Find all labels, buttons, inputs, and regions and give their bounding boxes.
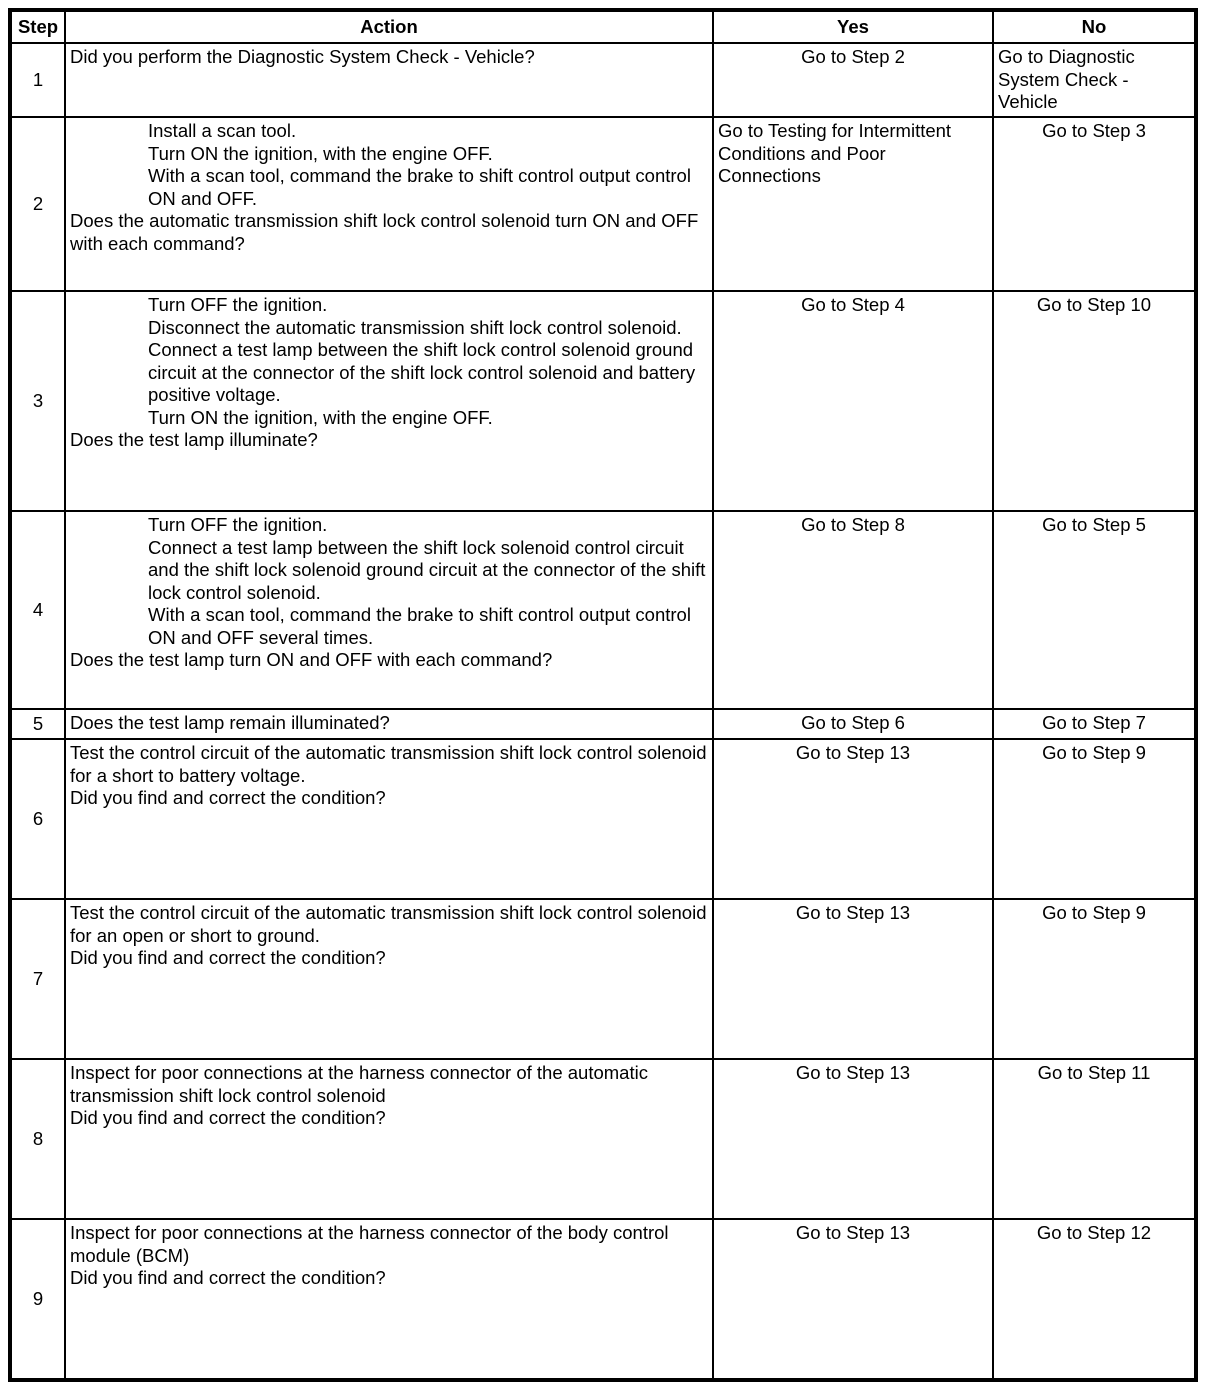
step-number: 4	[11, 511, 65, 709]
question-text: Does the test lamp illuminate?	[70, 429, 318, 450]
diagnostic-table	[8, 8, 1198, 1382]
no-action-text: Go to Step 10	[1036, 294, 1152, 315]
yes-action-text: Go to Step 13	[795, 902, 911, 923]
instruction-line: Test the control circuit of the automatic transmission shift lock control solenoid for an open or short to ground.	[70, 902, 707, 946]
yes-cell	[713, 1219, 993, 1379]
question-text: Does the automatic transmission shift lock control solenoid turn ON and OFF with each command?	[70, 210, 699, 254]
step-number: 9	[11, 1219, 65, 1379]
action-cell	[65, 511, 713, 709]
table-row	[11, 1059, 1195, 1219]
no-cell	[993, 1059, 1195, 1219]
no-action-text: Go to Step 9	[1042, 742, 1146, 763]
instruction-line: Disconnect the automatic transmission shift lock control solenoid.	[148, 316, 682, 338]
question-text: Did you find and correct the condition?	[70, 1107, 386, 1128]
yes-action-text: Go to Step 6	[801, 712, 905, 733]
no-cell	[993, 739, 1195, 899]
instruction-line: Connect a test lamp between the shift lock solenoid control circuit and the shift lock solenoid ground circuit at the connector of the shift lock control solenoid.	[148, 536, 706, 603]
yes-action-text: Go to Step 13	[795, 1222, 911, 1243]
step-number: 7	[11, 899, 65, 1059]
action-cell	[65, 1219, 713, 1379]
no-cell	[993, 43, 1195, 117]
no-action-text: Go to Step 12	[1036, 1222, 1152, 1243]
table-row	[11, 709, 1195, 739]
step-number: 3	[11, 291, 65, 511]
no-cell	[993, 511, 1195, 709]
instruction-line: Install a scan tool.	[148, 120, 297, 141]
question-text: Did you perform the Diagnostic System Check - Vehicle?	[70, 46, 535, 67]
table-row	[11, 117, 1195, 291]
no-cell	[993, 1219, 1195, 1379]
yes-cell	[713, 1059, 993, 1219]
yes-cell	[713, 117, 993, 291]
question-text: Did you find and correct the condition?	[70, 947, 386, 968]
instruction-line: With a scan tool, command the brake to shift control output control ON and OFF several times.	[148, 604, 691, 648]
step-number: 1	[11, 43, 65, 117]
yes-action-text: Go to Step 2	[801, 46, 905, 67]
yes-cell	[713, 511, 993, 709]
instruction-line: Inspect for poor connections at the harness connector of the automatic transmission shift lock control solenoid	[70, 1062, 648, 1106]
action-cell	[65, 43, 713, 117]
yes-cell	[713, 899, 993, 1059]
instruction-line: Turn ON the ignition, with the engine OFF.	[148, 142, 493, 164]
step-number: 8	[11, 1059, 65, 1219]
table-row	[11, 739, 1195, 899]
action-cell	[65, 291, 713, 511]
yes-cell	[713, 43, 993, 117]
instruction-line: Connect a test lamp between the shift lock control solenoid ground circuit at the connector of the shift lock control solenoid and battery positive voltage.	[148, 339, 696, 405]
instruction-line: Turn OFF the ignition.	[148, 514, 328, 535]
header-no: No	[993, 11, 1195, 43]
yes-action-text: Go to Testing for Intermittent Conditions and Poor Connections	[718, 120, 952, 186]
step-number: 5	[11, 709, 65, 739]
no-action-text: Go to Step 9	[1042, 902, 1146, 923]
no-action-text: Go to Diagnostic System Check - Vehicle	[998, 46, 1135, 112]
action-cell	[65, 1059, 713, 1219]
action-cell	[65, 899, 713, 1059]
question-text: Did you find and correct the condition?	[70, 1267, 386, 1288]
no-cell	[993, 291, 1195, 511]
yes-action-text: Go to Step 8	[801, 514, 905, 535]
no-action-text: Go to Step 5	[1042, 514, 1146, 535]
table-row	[11, 43, 1195, 117]
question-text: Does the test lamp turn ON and OFF with each command?	[70, 649, 553, 670]
yes-cell	[713, 291, 993, 511]
action-cell	[65, 709, 713, 739]
header-step: Step	[11, 11, 65, 43]
table-row	[11, 291, 1195, 511]
question-text: Did you find and correct the condition?	[70, 787, 386, 808]
no-action-text: Go to Step 3	[1042, 120, 1146, 141]
action-cell	[65, 117, 713, 291]
header-yes: Yes	[713, 11, 993, 43]
step-number: 6	[11, 739, 65, 899]
action-instructions	[70, 514, 708, 649]
instruction-line: With a scan tool, command the brake to shift control output control ON and OFF.	[148, 165, 691, 209]
yes-cell	[713, 739, 993, 899]
no-cell	[993, 117, 1195, 291]
yes-cell	[713, 709, 993, 739]
yes-action-text: Go to Step 4	[801, 294, 905, 315]
no-cell	[993, 899, 1195, 1059]
question-text: Does the test lamp remain illuminated?	[70, 712, 390, 733]
action-instructions	[70, 120, 708, 210]
instruction-line: Turn ON the ignition, with the engine OFF.	[148, 406, 493, 428]
header-row	[11, 11, 1195, 43]
no-action-text: Go to Step 11	[1037, 1062, 1151, 1083]
table-row	[11, 1219, 1195, 1379]
header-action: Action	[65, 11, 713, 43]
yes-action-text: Go to Step 13	[795, 1062, 911, 1083]
action-instructions	[70, 294, 708, 429]
instruction-line: Turn OFF the ignition.	[148, 294, 328, 315]
no-cell	[993, 709, 1195, 739]
action-cell	[65, 739, 713, 899]
no-action-text: Go to Step 7	[1042, 712, 1146, 733]
step-number: 2	[11, 117, 65, 291]
instruction-line: Test the control circuit of the automatic transmission shift lock control solenoid for a short to battery voltage.	[70, 742, 707, 786]
table-row	[11, 511, 1195, 709]
yes-action-text: Go to Step 13	[795, 742, 911, 763]
instruction-line: Inspect for poor connections at the harness connector of the body control module (BCM)	[70, 1222, 669, 1266]
table-row	[11, 899, 1195, 1059]
